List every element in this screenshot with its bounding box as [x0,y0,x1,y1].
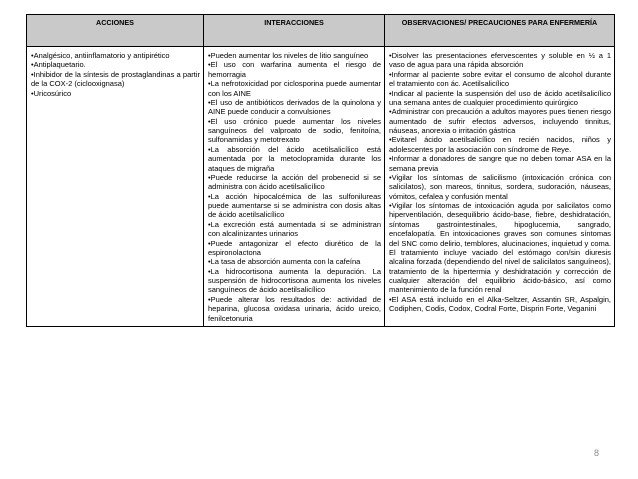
interacciones-item: •La absorción del ácido acetilsalicílico está aumentada por la metoclopramida durante los ataques de migraña [208,144,381,173]
acciones-item: •Inhibidor de la síntesis de prostaglandinas a partir de la COX-2 (ciclooxignasa) [31,69,200,89]
observaciones-item: •Informar a donadores de sangre que no deben tomar ASA en la semana previa [389,154,611,173]
observaciones-item: •Vigilar los síntomas de salicilismo (intoxicación crónica con salicilatos), son mareos, tinnitus, sordera, sudoración, náuseas, vómitos, cefalea y confusión mental [389,172,611,201]
acciones-item: •Antiplaquetario. [31,60,86,70]
header-interacciones: INTERACCIONES [204,15,385,47]
drug-info-table-container [26,14,614,327]
observaciones-item: •Evitarel ácido acetilsalicílico en recién nacidos, niños y adolescentes por la asociación con síndrome de Reye. [389,135,611,154]
interacciones-item: •El uso crónico puede aumentar los niveles sanguíneos del valproato de sodio, fenitoína, sulfonamidas y metotrexato [208,116,381,145]
interacciones-cell [204,47,385,327]
interacciones-item: •El uso con warfarina aumenta el riesgo de hemorragia [208,60,381,79]
drug-info-table [26,14,615,327]
observaciones-item: •Vigilar los síntomas de intoxicación aguda por salicilatos como hiperventilación, desequilibrio ácido-base, fiebre, deshidratación, síntomas gastrointestinales, hipoglucemia, sangrado, encefalopatía. En intoxicaciones graves son comunes síntomas del SNC como delirio, temblores, alucinaciones, inquietud y coma. El tratamiento incluye vaciado del estómago con/sin diuresis alcalina forzada (dependiendo del nivel de salicilatos sanguíneos), tratamiento de la hipertermia y deshidratación y corrección de cualquier alteración del equilibrio ácido-básico, así como mantenimiento de la función renal [389,201,611,295]
observaciones-item: •El ASA está incluido en el Alka-Seltzer, Assantin SR, Aspalgin, Codiphen, Codis, Codox, Codral Forte, Disprin Forte, Veganini [389,294,611,314]
observaciones-item: •Administrar con precaución a adultos mayores pues tienen riesgo aumentado de sufrir efectos adversos, incluyendo tinnitus, náuseas, anorexia o irritación gástrica [389,107,611,135]
observaciones-item: •Informar al paciente sobre evitar el consumo de alcohol durante el tratamiento con ác. Acetilsalicílico [389,69,611,89]
observaciones-item: •Indicar al paciente la suspensión del uso de ácido acetilsalicílico una semana antes de cualquier procedimiento quirúrgico [389,88,611,107]
interacciones-item: •Puede alterar los resultados de: actividad de heparina, glucosa oxidasa urinaria, ácido ureico, fenilcetonuria [208,294,381,323]
interacciones-item: •Puede reducirse la acción del probenecid si se administra con ácido acetilsalicílico [208,172,381,192]
table-body-row [27,47,615,327]
interacciones-item: •Puede antagonizar el efecto diurético de la espironolactona [208,238,381,257]
acciones-item: •Analgésico, antiinflamatorio y antipirético [31,51,170,60]
observaciones-item: •Disolver las presentaciones efervescentes y soluble en ½ a 1 vaso de agua para una rápida absorción [389,51,611,70]
observaciones-cell [385,47,615,327]
table-header-row [27,15,615,47]
header-observaciones: OBSERVACIONES/ PRECAUCIONES PARA ENFERMERÍA [385,15,615,47]
interacciones-item: •Pueden aumentar los niveles de litio sanguíneo [208,51,369,60]
acciones-item: •Uricosúrico [31,88,72,98]
interacciones-item: •La tasa de absorción aumenta con la cafeína [208,257,361,267]
interacciones-item: •La nefrotoxicidad por ciclosporina puede aumentar con los AINE [208,79,381,98]
interacciones-item: •La hidrocortisona aumenta la depuración. La suspensión de hidrocortisona aumenta los niveles sanguíneos de ácido acetilsalicílico [208,266,381,295]
header-acciones: ACCIONES [27,15,204,47]
page-number: 8 [594,448,600,458]
interacciones-item: •La excreción está aumentada si se administran con alcalinizantes urinarios [208,219,381,239]
interacciones-item: •La acción hipocalcémica de las sulfonilureas puede aumentarse si se administra con dosis altas de ácido acetilsalicílico [208,191,381,220]
acciones-cell [27,47,204,327]
interacciones-item: •El uso de antibióticos derivados de la quinolona y AINE puede conducir a convulsiones [208,97,381,117]
